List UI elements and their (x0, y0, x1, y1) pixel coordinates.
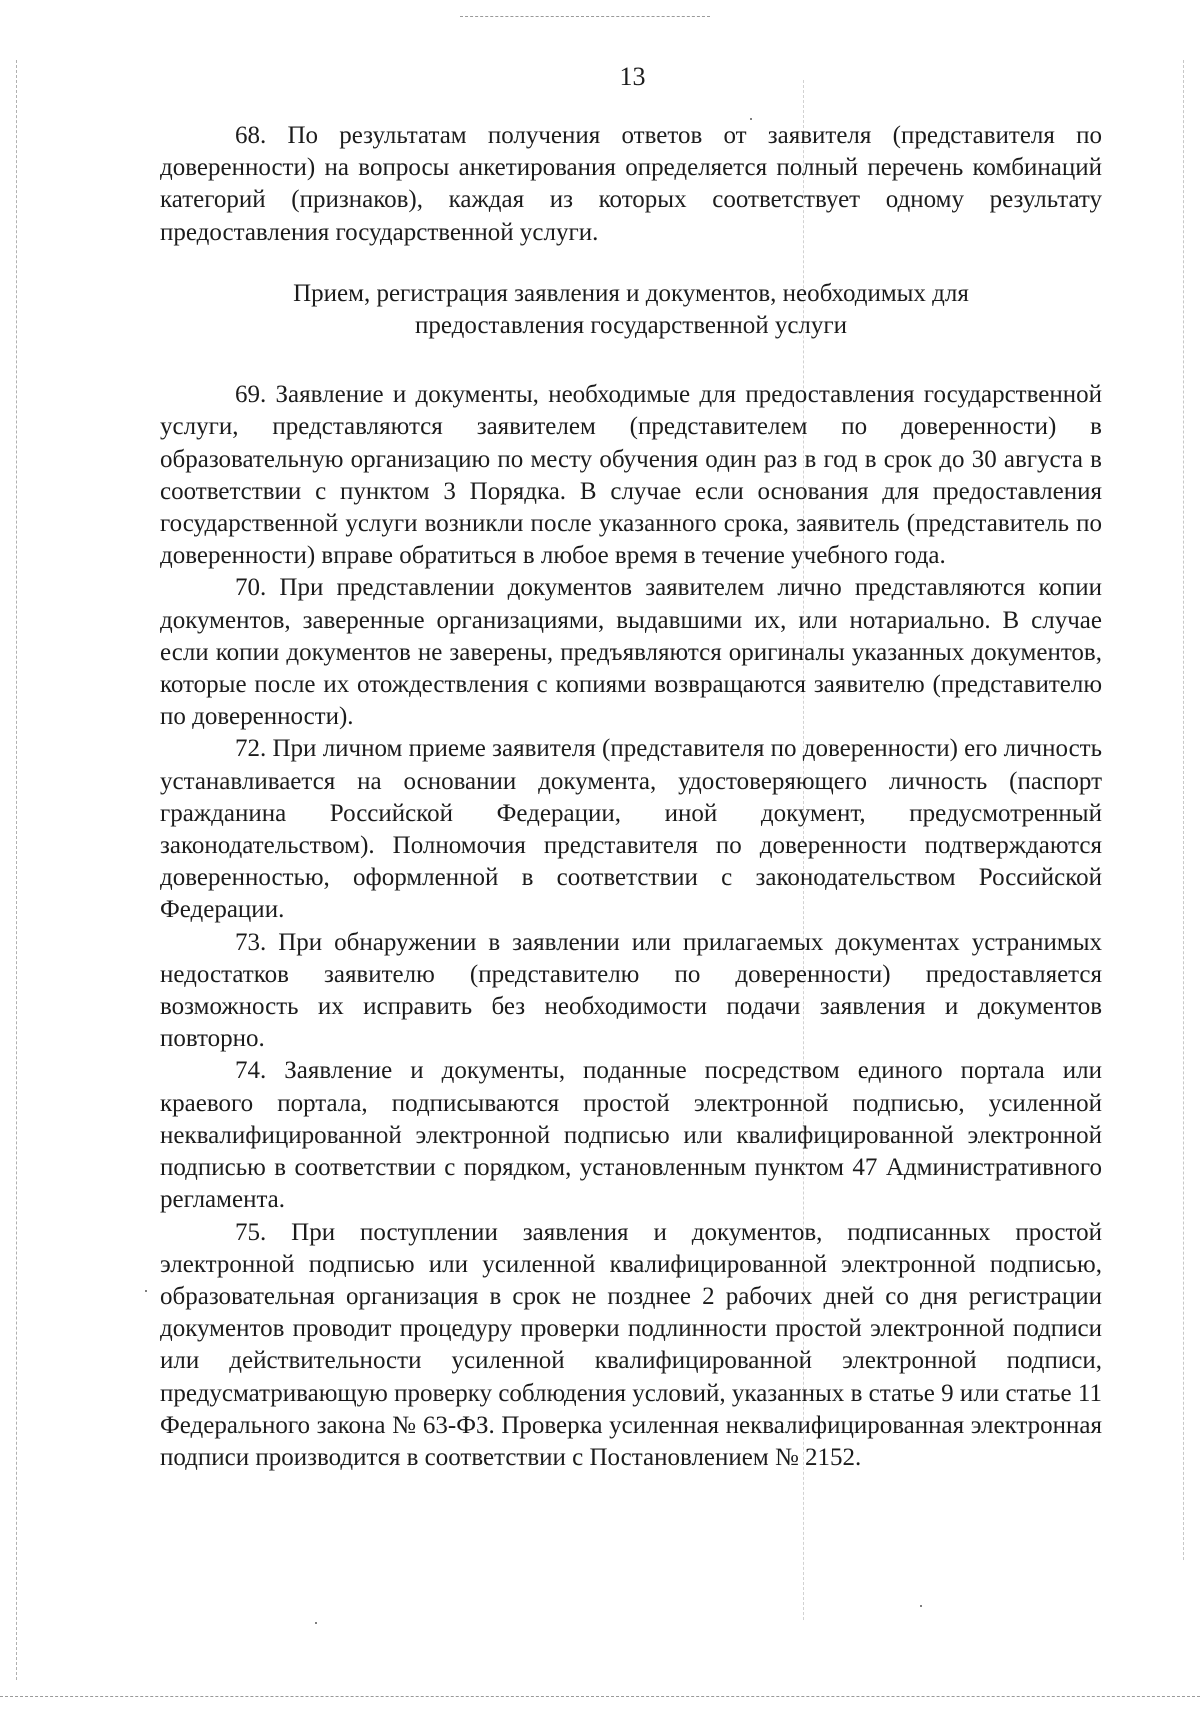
scan-speck (145, 1290, 147, 1292)
paragraph-73: 73. При обнаружении в заявлении или прилагаемых документах устранимых недостатков заявителю (представителю по доверенности) предоставляется возможность их исправить без необходимости подачи заявления и документов повторно. (160, 928, 1102, 1053)
paragraph-72: 72. При личном приеме заявителя (представителя по доверенности) его личность устанавливается на основании документа, удостоверяющего личность (паспорт гражданина Российской Федерации, иной документ, предусмотренный законодательством). Полномочия представителя по доверенности подтверждаются доверенностью, оформленной в соответствии с законодательством Российской Федерации. (160, 735, 1102, 924)
paragraph-70: 70. При представлении документов заявителем лично представляются копии документов, заверенные организациями, выдавшими их, или нотариально. В случае если копии документов не заверены, предъявляются оригиналы указанных документов, которые после их отождествления с копиями возвращаются заявителю (представителю по доверенности). (160, 574, 1102, 731)
section-heading-line-1: Прием, регистрация заявления и документов, необходимых для (293, 279, 969, 307)
paragraph-69: 69. Заявление и документы, необходимые для предоставления государственной услуги, представляются заявителем (представителем по доверенности) в образовательную организацию по месту обучения один раз в год в срок до 30 августа в соответствии с пунктом 3 Порядка. В случае если основания для предоставления государственной услуги возникли после указанного срока, заявитель (представитель по доверенности) вправе обратиться в любое время в течение учебного года. (160, 381, 1102, 570)
scan-speck (315, 1622, 317, 1624)
section-heading (160, 278, 1102, 342)
paragraph-68: 68. По результатам получения ответов от заявителя (представителя по доверенности) на вопросы анкетирования определяется полный перечень комбинаций категорий (признаков), каждая из которых соответствует одному результату предоставления государственной услуги. (160, 122, 1102, 246)
scan-speck (920, 1605, 922, 1607)
page-number: 13 (619, 62, 646, 91)
scan-edge-left (16, 60, 17, 1680)
paragraph-75: 75. При поступлении заявления и документов, подписанных простой электронной подписью или усиленной квалифицированной электронной подписью, образовательная организация в срок не позднее 2 рабочих дней со дня регистрации документов проводит процедуру проверки подлинности простой электронной подписи или действительности усиленной квалифицированной электронной подписи, предусматривающую проверку соблюдения условий, указанных в статье 9 или статье 11 Федерального закона № 63-ФЗ. Проверка усиленная неквалифицированная электронная подписи производится в соответствии с Постановлением № 2152. (160, 1218, 1102, 1471)
scan-edge-top (460, 16, 710, 17)
document-body (160, 120, 1102, 1474)
scan-edge-right (1183, 60, 1184, 1560)
section-heading-line-2: предоставления государственной услуги (414, 312, 848, 340)
paragraph-74: 74. Заявление и документы, поданные посредством единого портала или краевого портала, подписываются простой электронной подписью, усиленной неквалифицированной электронной подписью или квалифицированной электронной подписью в соответствии с порядком, установленным пунктом 47 Административного регламента. (160, 1057, 1102, 1214)
scan-edge-bottom (0, 1696, 1200, 1697)
